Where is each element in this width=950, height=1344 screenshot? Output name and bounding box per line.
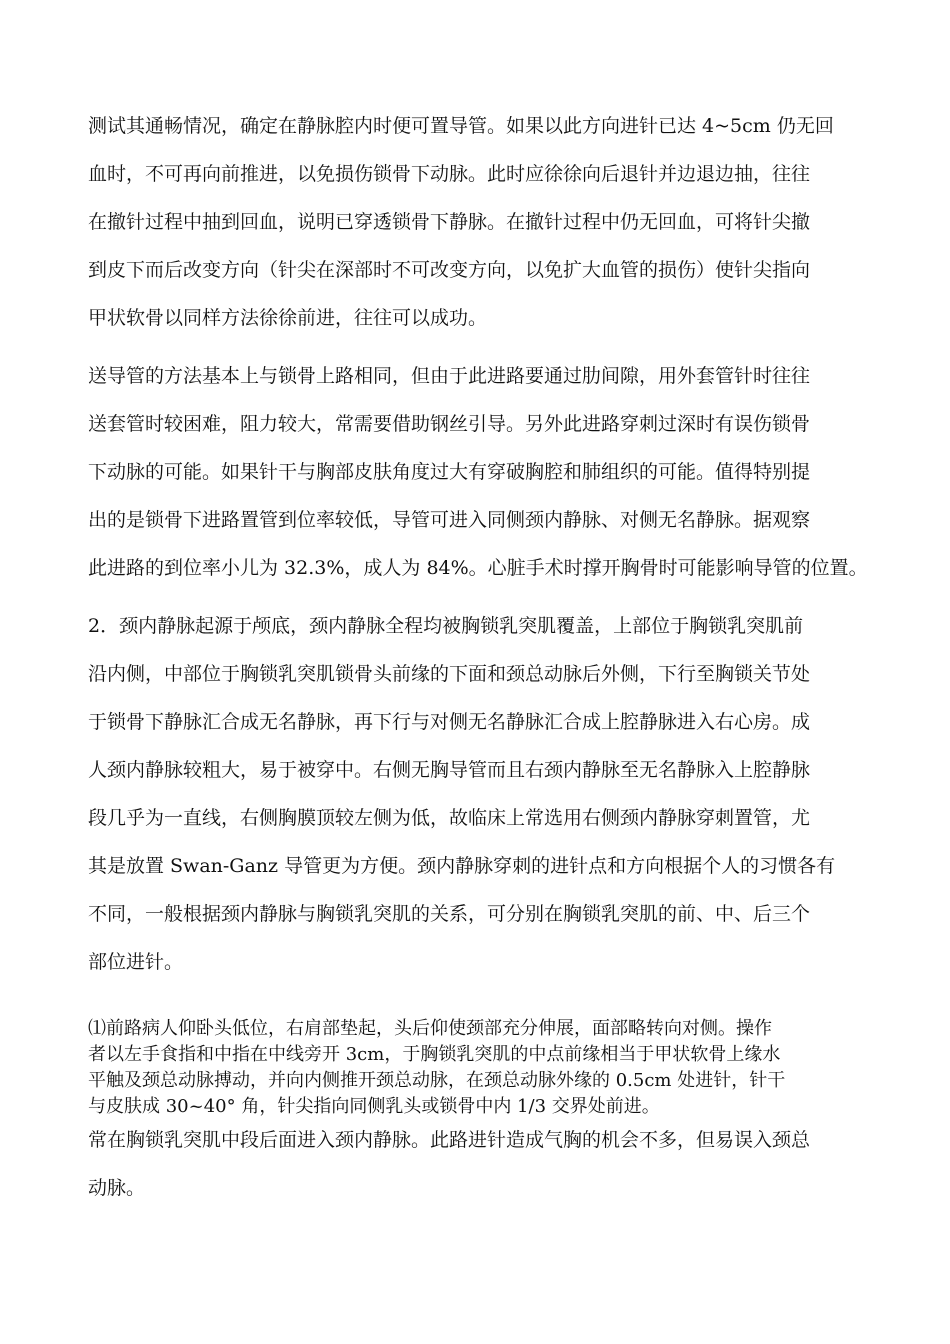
text-line: 下动脉的可能。如果针干与胸部皮肤角度过大有穿破胸腔和肺组织的可能。值得特别提 — [88, 461, 811, 483]
text-line: 于锁骨下静脉汇合成无名静脉，再下行与对侧无名静脉汇合成上腔静脉进入右心房。成 — [88, 711, 811, 733]
text-line: 送导管的方法基本上与锁骨上路相同，但由于此进路要通过肋间隙，用外套管针时往往 — [88, 365, 811, 387]
text-line: 段几乎为一直线，右侧胸膜顶较左侧为低，故临床上常选用右侧颈内静脉穿刺置管，尤 — [88, 807, 811, 829]
paragraph-anterior-approach-note — [88, 1116, 878, 1212]
text-line: 送套管时较困难，阻力较大，常需要借助钢丝引导。另外此进路穿刺过深时有误伤锁骨 — [88, 413, 811, 435]
paragraph-subclavian-puncture — [88, 102, 878, 342]
text-line: 此进路的到位率小儿为 32.3%，成人为 84%。心脏手术时撑开胸骨时可能影响导管的位置。 — [88, 557, 868, 579]
text-line: ⑴前路病人仰卧头低位，右肩部垫起，头后仰使颈部充分伸展，面部略转向对侧。操作 — [88, 1018, 772, 1039]
text-line: 测试其通畅情况，确定在静脉腔内时便可置导管。如果以此方向进针已达 4~5cm 仍无回 — [88, 115, 834, 137]
text-line: 部位进针。 — [88, 951, 184, 973]
text-line: 到皮下而后改变方向（针尖在深部时不可改变方向，以免扩大血管的损伤）使针尖指向 — [88, 259, 811, 281]
text-line: 其是放置 Swan-Ganz 导管更为方便。颈内静脉穿刺的进针点和方向根据个人的习惯各有 — [88, 855, 836, 877]
text-line: 2．颈内静脉起源于颅底，颈内静脉全程均被胸锁乳突肌覆盖，上部位于胸锁乳突肌前 — [88, 615, 804, 637]
text-line: 在撤针过程中抽到回血，说明已穿透锁骨下静脉。在撤针过程中仍无回血，可将针尖撤 — [88, 211, 811, 233]
text-line: 血时，不可再向前推进，以免损伤锁骨下动脉。此时应徐徐向后退针并边退边抽，往往 — [88, 163, 811, 185]
text-line: 平触及颈总动脉搏动，并向内侧推开颈总动脉，在颈总动脉外缘的 0.5cm 处进针，针干 — [88, 1070, 786, 1091]
text-line: 与皮肤成 30~40° 角，针尖指向同侧乳头或锁骨中内 1/3 交界处前进。 — [88, 1096, 660, 1117]
text-line: 者以左手食指和中指在中线旁开 3cm，于胸锁乳突肌的中点前缘相当于甲状软骨上缘水 — [88, 1044, 781, 1065]
text-line: 甲状软骨以同样方法徐徐前进，往往可以成功。 — [88, 307, 488, 329]
text-line: 动脉。 — [88, 1177, 146, 1199]
text-line: 人颈内静脉较粗大，易于被穿中。右侧无胸导管而且右颈内静脉至无名静脉入上腔静脉 — [88, 759, 811, 781]
text-line: 常在胸锁乳突肌中段后面进入颈内静脉。此路进针造成气胸的机会不多，但易误入颈总 — [88, 1129, 811, 1151]
paragraph-catheter-insertion — [88, 352, 878, 592]
text-line: 出的是锁骨下进路置管到位率较低，导管可进入同侧颈内静脉、对侧无名静脉。据观察 — [88, 509, 811, 531]
text-line: 不同，一般根据颈内静脉与胸锁乳突肌的关系，可分别在胸锁乳突肌的前、中、后三个 — [88, 903, 811, 925]
paragraph-internal-jugular-vein — [88, 602, 878, 986]
paragraph-anterior-approach — [88, 1016, 878, 1120]
text-line: 沿内侧，中部位于胸锁乳突肌锁骨头前缘的下面和颈总动脉后外侧，下行至胸锁关节处 — [88, 663, 811, 685]
